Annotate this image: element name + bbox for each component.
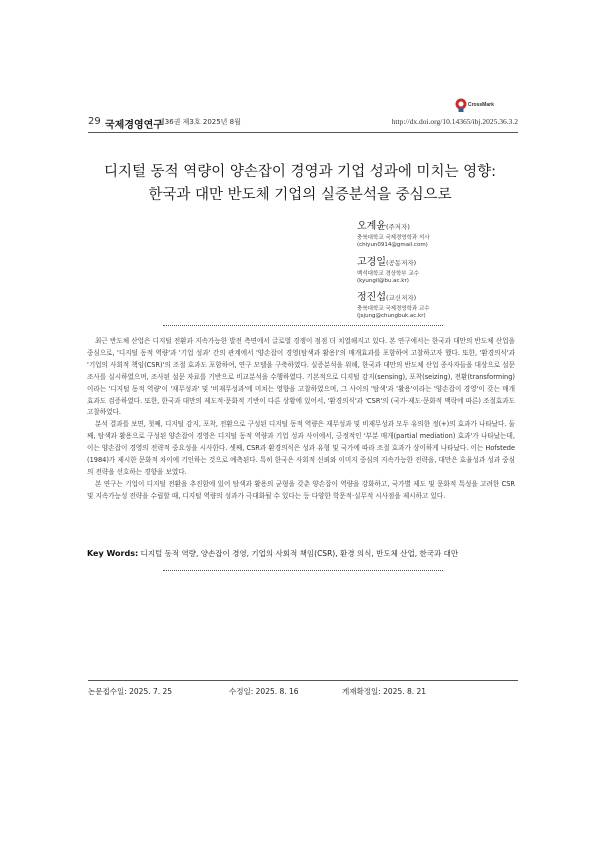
title-line-1: 디지털 동적 역량이 양손잡이 경영과 기업 성과에 미치는 영향: [104,164,496,180]
author-name: 정진섭 [357,292,386,303]
received-date: 논문접수일: 2025. 7. 25 [88,687,173,696]
author-block [357,214,430,249]
author-block [357,285,430,320]
keywords-text: 디지털 동적 역량, 양손잡이 경영, 기업의 사회적 책임(CSR), 환경 의식, 반도체 산업, 한국과 대만 [140,549,459,558]
author-name: 오계윤 [357,221,386,232]
abstract-paragraph: 본 연구는 기업이 디지털 전환을 추진함에 있어 탐색과 활용의 균형을 갖춘 양손잡이 역량을 강화하고, 국가별 제도 및 문화적 특성을 고려한 CSR 및 지속가능성 전략을 수립할 때, 디지털 역량의 성과가 극대화될 수 있다는 등 다양한 학문적·실무적 시사점을 제시하고 있다. [87,479,515,500]
author-email[interactable]: (kyungil@bu.ac.kr) [357,278,409,284]
author-role: (교신저자) [385,294,417,302]
author-role: (공동저자) [385,259,417,267]
abstract-paragraph: 최근 반도체 산업은 디지털 전환과 지속가능한 발전 측면에서 글로벌 경쟁이 점점 더 치열해지고 있다. 본 연구에서는 한국과 대만의 반도체 산업을 중심으로, '디지털 동적 역량'과 '기업 성과' 간의 관계에서 '양손잡이 경영(탐색과 활용)'의 매개효과를 포함하여 고찰하고자 했다. 또한, '환경의식'과 '기업의 사회적 책임(CSR)'의 조절 효과도 포함하여, 연구 모델을 구축하였다. 실증분석을 위해, 한국과 대만의 반도체 산업 종사자들을 대상으로 설문조사를 실시하였으며, 조사된 설문 자료를 기반으로 비교분석을 수행하였다. 기본적으로 디지털 감지(sensing), 포착(seizing), 전환(transforming)이라는 '디지털 동적 역량'이 '재무성과' 및 '비재무성과'에 미치는 영향을 고찰하였으며, 그 사이의 '탐색'과 '활용'이라는 '양손잡이 경영'이 갖는 매개효과도 검증하였다. 또한, 한국과 대만의 제도적·문화적 기반이 다른 상황에 있어서, '환경의식'과 'CSR'의 (국가·제도·문화적 맥락에 따른) 조절효과도 고찰하였다. [87,337,515,417]
issue-info: 제36권 제3호 2025년 8월 [158,118,241,126]
doi-link[interactable]: http://dx.doi.org/10.14365/ibj.2025.36.3.2 [391,117,518,126]
author-affiliation: 충북대학교 국제경영학과 석사 [357,235,430,241]
page-number: 29 [88,116,101,127]
footer-rule [88,680,518,681]
header-rule [88,132,518,133]
author-email[interactable]: (chiyun0914@gmail.com) [357,242,428,248]
author-affiliation: 백석대학교 경상학부 교수 [357,271,419,277]
title-line-2: 한국과 대만 반도체 기업의 실증분석을 중심으로 [148,187,452,203]
submission-dates [88,686,518,698]
revised-date: 수정일: 2025. 8. 16 [229,687,299,696]
author-affiliation: 충북대학교 국제경영학과 교수 [357,306,430,312]
running-header [88,116,518,132]
author-block [357,250,419,285]
dotted-separator [163,325,443,326]
author-name: 고경일 [357,257,386,268]
accepted-date: 게재확정일: 2025. 8. 21 [342,687,427,696]
dotted-separator [163,570,443,571]
abstract-paragraph: 분석 결과를 보면, 첫째, 디지털 감지, 포착, 전환으로 구성된 디지털 동적 역량은 재무성과 및 비재무성과 모두 유의한 정(+)의 효과가 나타났다. 둘째, 탐색과 활용으로 구성된 양손잡이 경영은 디지털 동적 역량과 기업 성과 사이에서, 긍정적인 '부분 매개(partial mediation) 효과'가 나타났는데, 이는 양손잡이 경영의 전략적 중요성을 시사한다. 셋째, CSR과 환경의식은 성과 유형 및 국가에 따라 조절 효과가 상이하게 나타났다. 이는 Hofstede (1984)가 제시한 문화적 차이에 기인하는 것으로 예측된다. 특히 한국은 사회적 신뢰와 이미지 중심의 지속가능한 전략을, 대만은 효율성과 성과 중심의 전략을 선호하는 경향을 보였다. [87,420,515,476]
crossmark-label: CrossMark [468,102,494,108]
keywords [87,548,517,559]
journal-name: 국제경영연구 [105,120,163,131]
author-email[interactable]: (jsjung@chungbuk.ac.kr) [357,313,426,319]
crossmark-icon [455,97,467,113]
crossmark-badge[interactable] [455,97,500,117]
abstract [87,336,515,503]
keywords-label: Key Words: [87,549,139,558]
author-role: (주저자) [385,223,410,231]
